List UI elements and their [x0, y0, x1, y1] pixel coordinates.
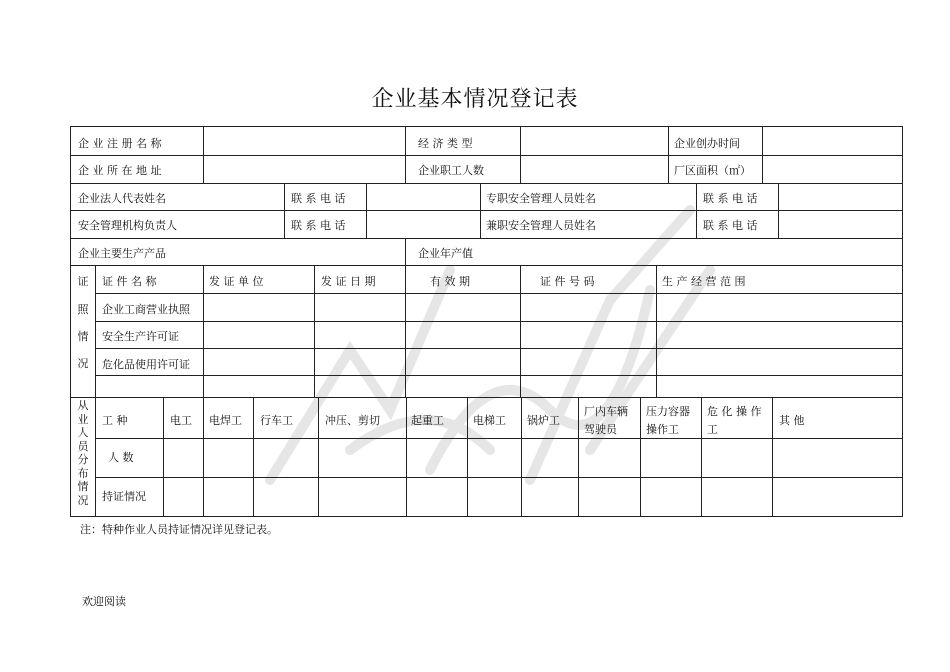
worker-type-pressure-vessel: 压力容器操作工: [646, 405, 690, 436]
worker-type-welder: 电焊工: [209, 414, 242, 427]
cert-side-3: 情: [77, 330, 89, 343]
cert-side-1: 证: [77, 275, 89, 288]
cert-side-4: 况: [77, 357, 89, 370]
label-annual-output: 企业年产值: [418, 247, 473, 260]
label-phone-1: 联 系 电 话: [291, 192, 346, 205]
label-area: 厂区面积（㎡）: [674, 164, 751, 177]
worker-type-elevator: 电梯工: [473, 414, 506, 427]
cert-header-valid: 有 效 期: [430, 275, 470, 288]
workers-cert-label: 持证情况: [102, 490, 146, 503]
worker-type-other: 其 他: [779, 414, 805, 427]
cert-item-hazchem-permit: 危化品使用许可证: [102, 358, 190, 371]
workers-side-label: 从 业 人 员 分 布 情 况: [77, 399, 89, 507]
label-employees: 企业职工人数: [418, 164, 484, 177]
cert-header-date: 发 证 日 期: [321, 275, 376, 288]
worker-type-electrician: 电工: [170, 414, 192, 427]
cert-header-number: 证 件 号 码: [540, 275, 595, 288]
worker-type-crane-operator: 行车工: [260, 414, 293, 427]
label-phone-2: 联 系 电 话: [703, 192, 758, 205]
worker-type-vehicle-driver: 厂内车辆驾驶员: [584, 405, 628, 436]
worker-type-stamping: 冲压、剪切: [325, 414, 380, 427]
label-phone-4: 联 系 电 话: [703, 219, 758, 232]
label-legal-rep: 企业法人代表姓名: [78, 192, 166, 205]
label-found-time: 企业创办时间: [674, 137, 740, 150]
cert-header-scope: 生 产 经 营 范 围: [662, 275, 746, 288]
label-main-products: 企业主要生产产品: [78, 247, 166, 260]
footer-text: 欢迎阅读: [82, 595, 126, 608]
form-title: 企业基本情况登记表: [371, 87, 579, 112]
label-address: 企 业 所 在 地 址: [78, 164, 162, 177]
workers-count-label: 人 数: [108, 451, 134, 464]
label-safety-head: 安全管理机构负责人: [78, 219, 177, 232]
workers-type-label: 工 种: [102, 414, 128, 427]
worker-type-hoisting: 起重工: [411, 414, 444, 427]
label-phone-3: 联 系 电 话: [291, 219, 346, 232]
label-parttime-safety: 兼职安全管理人员姓名: [486, 219, 596, 232]
cert-item-safety-permit: 安全生产许可证: [102, 330, 179, 343]
worker-type-hazchem-operator: 危 化 操 作 工: [707, 405, 762, 436]
cert-side-2: 照: [77, 303, 89, 316]
label-fulltime-safety: 专职安全管理人员姓名: [486, 192, 596, 205]
label-econ-type: 经 济 类 型: [418, 137, 473, 150]
cert-header-name: 证 件 名 称: [102, 275, 157, 288]
form-note: 注：特种作业人员持证情况详见登记表。: [80, 523, 278, 536]
worker-type-boiler: 锅炉工: [527, 414, 560, 427]
cert-item-business-license: 企业工商营业执照: [102, 303, 190, 316]
cert-header-issuer: 发 证 单 位: [209, 275, 264, 288]
label-reg-name: 企 业 注 册 名 称: [78, 137, 162, 150]
